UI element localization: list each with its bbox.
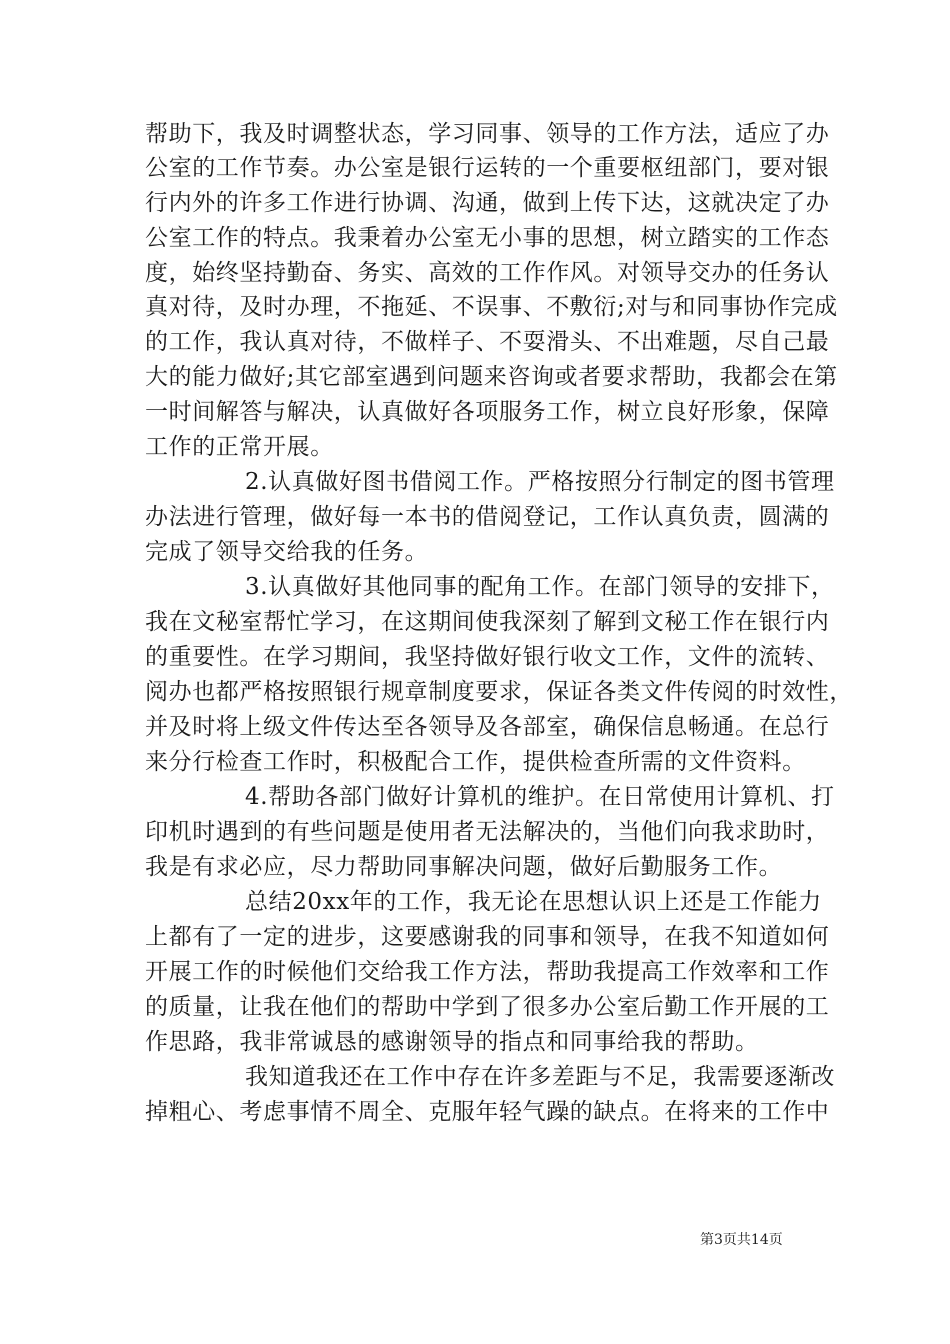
text-line: 印机时遇到的有些问题是使用者无法解决的，当他们向我求助时， <box>145 819 830 845</box>
text-line: 我在文秘室帮忙学习，在这期间使我深刻了解到文秘工作在银行内 <box>145 609 830 635</box>
text-line: 帮助下，我及时调整状态，学习同事、领导的工作方法，适应了办 <box>145 121 830 147</box>
text-line: 工作的正常开展。 <box>145 434 334 460</box>
paragraph-closing-line: 我知道我还在工作中存在许多差距与不足，我需要逐渐改 <box>245 1064 835 1090</box>
paragraph-item-2-line: 2.认真做好图书借阅工作。严格按照分行制定的图书管理 <box>245 469 835 495</box>
paragraph-item-4-line: 4.帮助各部门做好计算机的维护。在日常使用计算机、打 <box>245 784 835 810</box>
text-line: 行内外的许多工作进行协调、沟通，做到上传下达，这就决定了办 <box>145 190 830 216</box>
text-line: 公室工作的特点。我秉着办公室无小事的思想，树立踏实的工作态 <box>145 225 830 251</box>
text-line: 办法进行管理，做好每一本书的借阅登记，工作认真负责，圆满的 <box>145 504 830 530</box>
text-line: 掉粗心、考虑事情不周全、克服年轻气躁的缺点。在将来的工作中 <box>145 1099 830 1125</box>
page-number-footer: 第3页共14页 <box>700 1232 783 1248</box>
text-line: 真对待，及时办理，不拖延、不误事、不敷衍;对与和同事协作完成 <box>145 294 838 320</box>
text-line: 完成了领导交给我的任务。 <box>145 539 429 565</box>
text-line: 作思路，我非常诚恳的感谢领导的指点和同事给我的帮助。 <box>145 1029 759 1055</box>
text-line: 公室的工作节奏。办公室是银行运转的一个重要枢纽部门，要对银 <box>145 155 830 181</box>
text-line: 度，始终坚持勤奋、务实、高效的工作作风。对领导交办的任务认 <box>145 260 830 286</box>
paragraph-item-3-line: 3.认真做好其他同事的配角工作。在部门领导的安排下， <box>245 574 835 600</box>
text-line: 并及时将上级文件传达至各领导及各部室，确保信息畅通。在总行 <box>145 714 830 740</box>
text-line: 开展工作的时候他们交给我工作方法，帮助我提高工作效率和工作 <box>145 959 830 985</box>
text-line: 的质量，让我在他们的帮助中学到了很多办公室后勤工作开展的工 <box>145 994 830 1020</box>
text-line: 阅办也都严格按照银行规章制度要求，保证各类文件传阅的时效性， <box>145 679 853 705</box>
text-line: 大的能力做好;其它部室遇到问题来咨询或者要求帮助，我都会在第 <box>145 364 838 390</box>
text-line: 的工作，我认真对待，不做样子、不耍滑头、不出难题，尽自己最 <box>145 329 830 355</box>
text-line: 我是有求必应，尽力帮助同事解决问题，做好后勤服务工作。 <box>145 854 783 880</box>
text-line: 上都有了一定的进步，这要感谢我的同事和领导，在我不知道如何 <box>145 924 830 950</box>
text-line: 来分行检查工作时，积极配合工作，提供检查所需的文件资料。 <box>145 749 806 775</box>
text-line: 的重要性。在学习期间，我坚持做好银行收文工作，文件的流转、 <box>145 644 830 670</box>
text-line: 一时间解答与解决，认真做好各项服务工作，树立良好形象，保障 <box>145 399 830 425</box>
paragraph-summary-line: 总结20xx年的工作，我无论在思想认识上还是工作能力 <box>245 889 822 915</box>
